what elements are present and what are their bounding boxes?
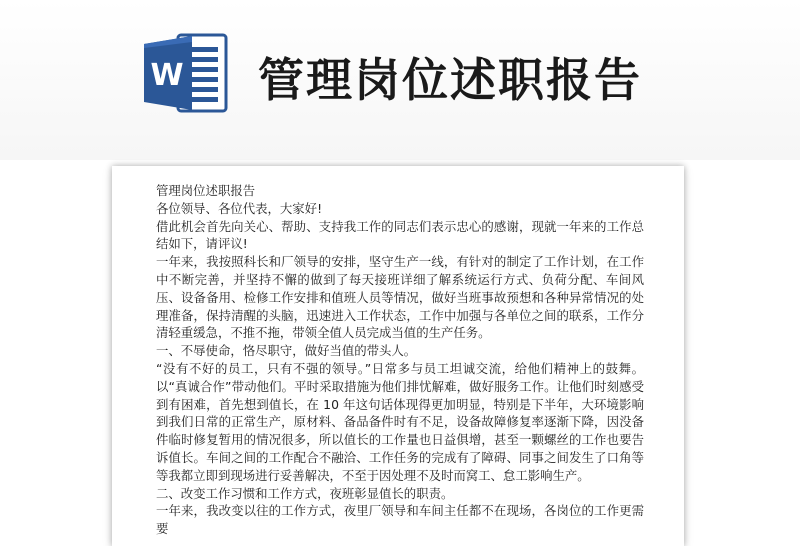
word-document-icon [142,32,230,114]
section-heading: 一、不辱使命，恪尽职守，做好当值的带头人。 [156,343,417,359]
section-heading: 二、改变工作习惯和工作方式，夜班彰显值长的职责。 [156,485,454,501]
word-icon-letter: W [150,58,184,93]
document-page [112,166,684,546]
document-paragraph: 各位领导、各位代表，大家好! [156,200,323,216]
header-banner [0,0,800,160]
document-paragraph: 一年来，我改变以往的工作方式，夜里厂领导和车间主任都不在现场，各岗位的工作更需要 [156,503,644,537]
document-heading: 管理岗位述职报告 [156,183,256,198]
document-paragraph: “没有不好的员工，只有不强的领导。”日常多与员工坦诚交流，给他们精神上的鼓舞。以“真诚合作”带动他们。平时采取措施为他们排忧解难，做好服务工作。让他们时刻感受到有困难，首先想到值长，在 10 年这句话体现得更加明显，特别是下半年，大环境影响到我们日常的正常生产，原材料、备品备件时有不足，设备故障修复率逐渐下降，因没备件临时修复暂用的情况很多，所以值长的工作量也日益俱增，甚至一颗螺丝的工作也要告诉值长。车间之间的工作配合不融洽、工作任务的完成有了障碍、同事之间发生了口角等等我都立即到现场进行妥善解决，不至于因处理不及时而窝工、怠工影响生产。 [156,360,644,483]
document-paragraph: 一年来，我按照科长和厂领导的安排，坚守生产一线，有针对的制定了工作计划，在工作中不断完善，并坚持不懈的做到了每天接班详细了解系统运行方式、负荷分配、车间风压、设备备用、检修工作安排和值班人员等情况，做好当班事故预想和各种异常情况的处理准备，保持清醒的头脑，迅速进入工作状态，工作中加强与各单位之间的联系，工作分清轻重缓急，不推不拖，带领全值人员完成当值的生产任务。 [156,254,644,341]
document-paragraph: 借此机会首先向关心、帮助、支持我工作的同志们表示忠心的感谢，现就一年来的工作总结如下，请评议! [156,218,644,252]
page-title: 管理岗位述职报告 [258,53,642,107]
document-body [156,182,644,538]
